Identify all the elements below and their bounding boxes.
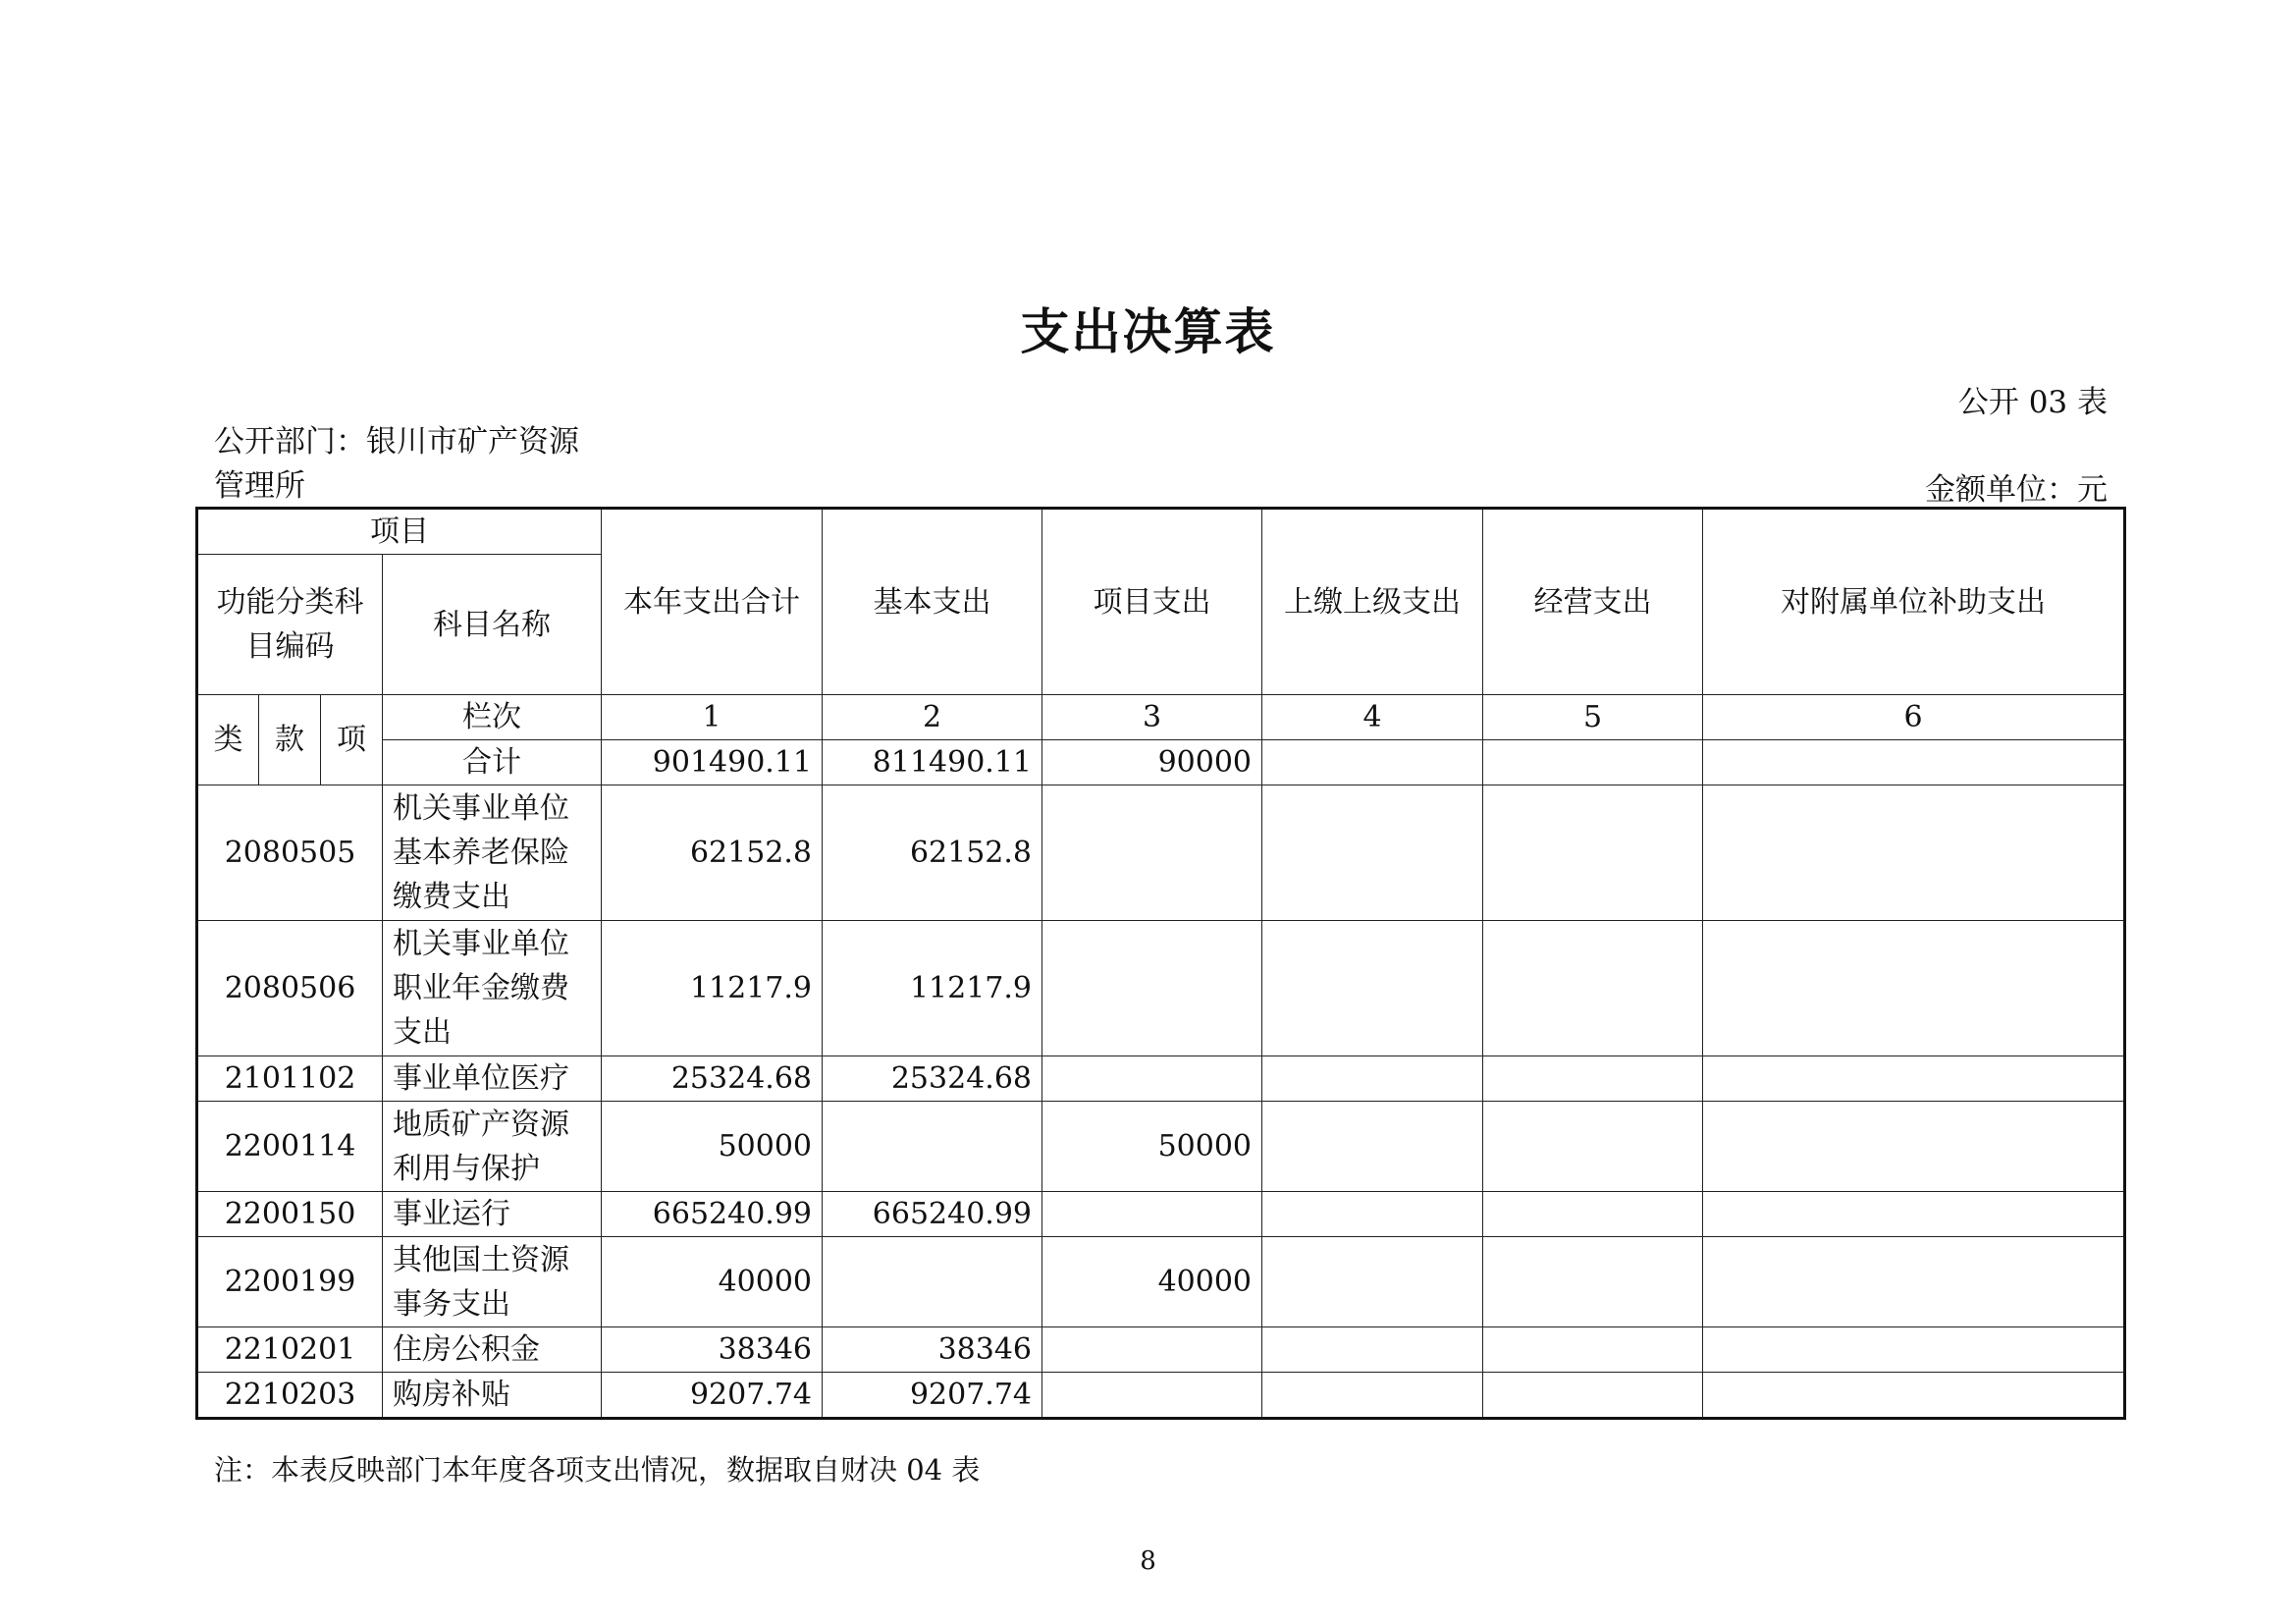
header-lei: 类 <box>197 695 259 785</box>
header-project: 项目 <box>197 509 602 555</box>
total-value: 811490.11 <box>823 740 1042 785</box>
table-row <box>197 1373 2125 1419</box>
row-code: 2080506 <box>197 921 383 1056</box>
row-value <box>1262 1056 1483 1102</box>
row-name: 事业单位医疗 <box>383 1056 602 1102</box>
total-value: 901490.11 <box>602 740 823 785</box>
row-value <box>1483 1237 1703 1327</box>
table-row <box>197 1327 2125 1373</box>
expenditure-table <box>195 507 2126 1420</box>
row-value <box>1262 1192 1483 1237</box>
row-value: 665240.99 <box>602 1192 823 1237</box>
row-value <box>1262 1102 1483 1192</box>
row-code: 2101102 <box>197 1056 383 1102</box>
row-code: 2210203 <box>197 1373 383 1419</box>
row-value: 38346 <box>602 1327 823 1373</box>
department-label: 公开部门：银川市矿产资源管理所 <box>214 424 579 504</box>
col-number: 6 <box>1703 695 2125 740</box>
table-row <box>197 1237 2125 1327</box>
header-kuan: 款 <box>259 695 321 785</box>
row-value: 25324.68 <box>602 1056 823 1102</box>
row-code: 2200150 <box>197 1192 383 1237</box>
row-name: 地质矿产资源利用与保护 <box>383 1102 602 1192</box>
row-value <box>1483 1327 1703 1373</box>
table-row <box>197 785 2125 921</box>
header-col-2: 基本支出 <box>823 509 1042 695</box>
col-number: 2 <box>823 695 1042 740</box>
row-value: 62152.8 <box>823 785 1042 921</box>
table-row <box>197 1056 2125 1102</box>
col-number: 1 <box>602 695 823 740</box>
row-value: 62152.8 <box>602 785 823 921</box>
header-col-1: 本年支出合计 <box>602 509 823 695</box>
total-label: 合计 <box>383 740 602 785</box>
row-code: 2210201 <box>197 1327 383 1373</box>
row-value <box>1262 1237 1483 1327</box>
header-col-3: 项目支出 <box>1042 509 1262 695</box>
row-value: 9207.74 <box>823 1373 1042 1419</box>
total-value <box>1703 740 2125 785</box>
row-value <box>1042 1192 1262 1237</box>
row-value <box>1703 785 2125 921</box>
row-value <box>1703 1056 2125 1102</box>
header-func-code: 功能分类科目编码 <box>197 555 383 695</box>
row-value <box>1483 1192 1703 1237</box>
header-xiang: 项 <box>321 695 383 785</box>
row-code: 2080505 <box>197 785 383 921</box>
row-value <box>1703 1327 2125 1373</box>
row-code: 2200199 <box>197 1237 383 1327</box>
page-title: 支出决算表 <box>1020 302 1276 360</box>
row-value <box>1262 1327 1483 1373</box>
row-value: 25324.68 <box>823 1056 1042 1102</box>
row-name: 住房公积金 <box>383 1327 602 1373</box>
row-value <box>1262 785 1483 921</box>
table-row <box>197 1192 2125 1237</box>
row-value <box>1262 921 1483 1056</box>
col-number: 3 <box>1042 695 1262 740</box>
row-value <box>1042 1327 1262 1373</box>
row-value <box>1483 1102 1703 1192</box>
row-value: 40000 <box>1042 1237 1262 1327</box>
total-row <box>197 740 2125 785</box>
row-value <box>1703 921 2125 1056</box>
row-value <box>823 1237 1042 1327</box>
row-value <box>1042 921 1262 1056</box>
col-number: 5 <box>1483 695 1703 740</box>
row-value <box>1703 1237 2125 1327</box>
page-number: 8 <box>1140 1546 1156 1576</box>
row-value: 40000 <box>602 1237 823 1327</box>
row-value <box>1703 1102 2125 1192</box>
row-value <box>1042 785 1262 921</box>
row-code: 2200114 <box>197 1102 383 1192</box>
row-value <box>1262 1373 1483 1419</box>
amount-unit: 金额单位：元 <box>1925 472 2108 508</box>
row-value <box>1483 921 1703 1056</box>
row-value: 11217.9 <box>602 921 823 1056</box>
row-value <box>1483 1373 1703 1419</box>
footnote: 注：本表反映部门本年度各项支出情况，数据取自财决 04 表 <box>214 1453 981 1487</box>
row-value <box>1703 1192 2125 1237</box>
header-col-5: 经营支出 <box>1483 509 1703 695</box>
row-value <box>1042 1056 1262 1102</box>
row-value: 38346 <box>823 1327 1042 1373</box>
row-value: 11217.9 <box>823 921 1042 1056</box>
row-name: 事业运行 <box>383 1192 602 1237</box>
row-value: 665240.99 <box>823 1192 1042 1237</box>
row-value: 50000 <box>602 1102 823 1192</box>
col-number: 4 <box>1262 695 1483 740</box>
header-subject-name: 科目名称 <box>383 555 602 695</box>
row-name: 机关事业单位职业年金缴费支出 <box>383 921 602 1056</box>
total-value <box>1262 740 1483 785</box>
form-number: 公开 03 表 <box>1957 385 2108 420</box>
header-col-4: 上缴上级支出 <box>1262 509 1483 695</box>
total-value <box>1483 740 1703 785</box>
table-row <box>197 921 2125 1056</box>
row-value <box>823 1102 1042 1192</box>
header-col-6: 对附属单位补助支出 <box>1703 509 2125 695</box>
total-value: 90000 <box>1042 740 1262 785</box>
row-value: 9207.74 <box>602 1373 823 1419</box>
row-value <box>1483 785 1703 921</box>
row-name: 其他国土资源事务支出 <box>383 1237 602 1327</box>
header-lanci: 栏次 <box>383 695 602 740</box>
row-name: 购房补贴 <box>383 1373 602 1419</box>
row-value <box>1483 1056 1703 1102</box>
row-value <box>1042 1373 1262 1419</box>
row-value <box>1703 1373 2125 1419</box>
row-value: 50000 <box>1042 1102 1262 1192</box>
row-name: 机关事业单位基本养老保险缴费支出 <box>383 785 602 921</box>
table-row <box>197 1102 2125 1192</box>
